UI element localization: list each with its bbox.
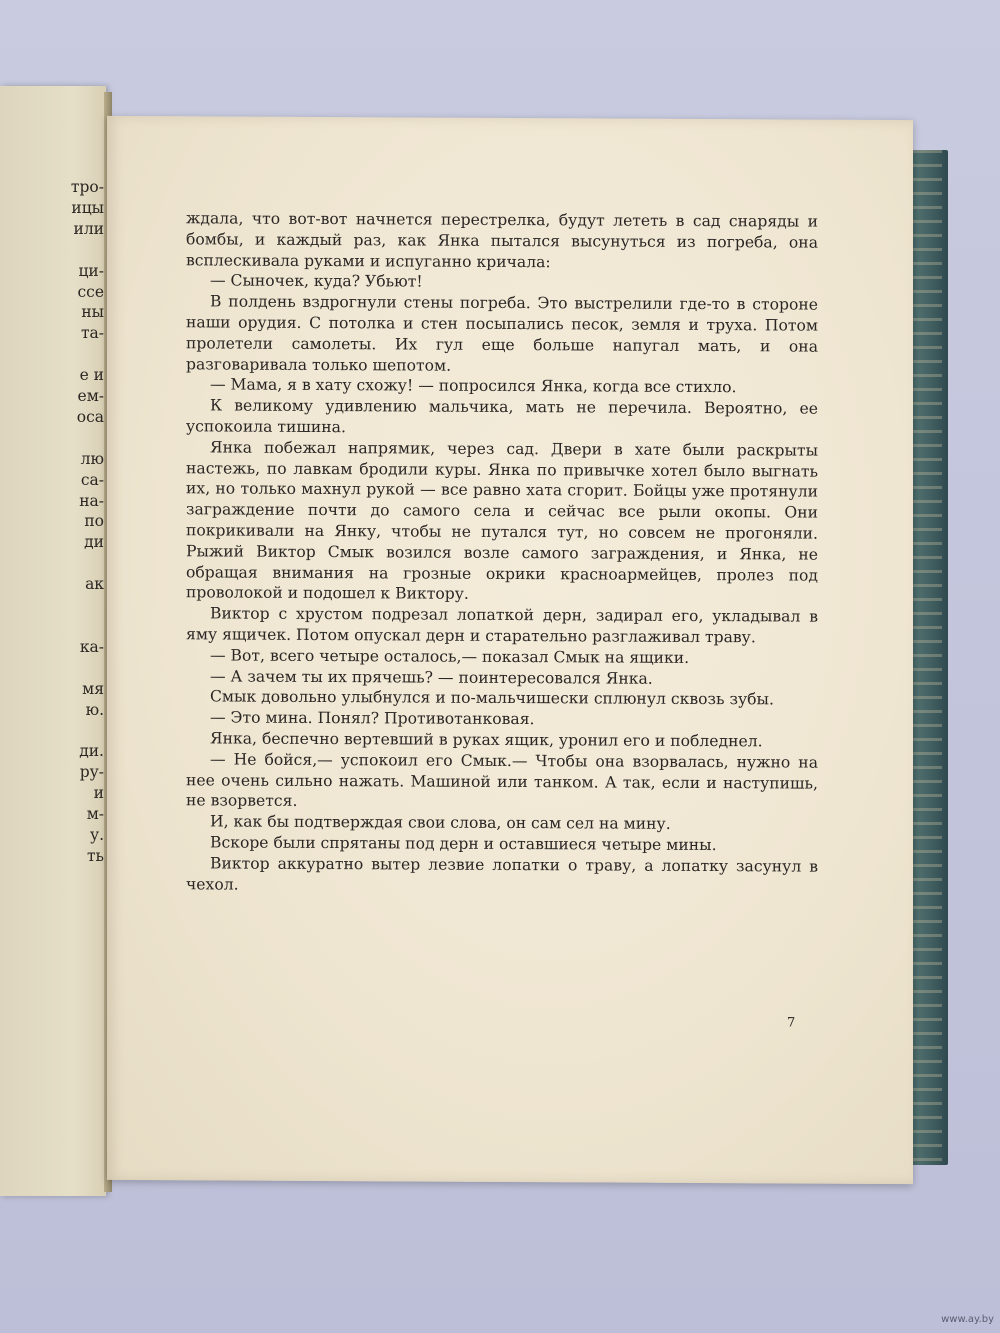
paragraph: Виктор с хрустом подрезал лопаткой дерн, задирал его, укладывал в яму ящичек. Потом опускал дерн и старательно разглаживал траву. — [186, 604, 818, 647]
paragraph: Вскоре были спрятаны под дерн и оставшиеся четыре мины. — [210, 833, 717, 854]
left-page-fragment: ссе — [77, 282, 104, 301]
left-page-fragment: ю. — [85, 700, 104, 719]
left-page-fragment: ди — [84, 533, 104, 552]
paragraph: — Мама, я в хату схожу! — попросился Янка, когда все стихло. — [210, 375, 737, 397]
left-page-fragment: ны — [81, 303, 104, 322]
left-page-fragment: и — [93, 784, 104, 803]
left-page — [0, 86, 106, 1196]
paragraph: — Это мина. Понял? Противотанковая. — [210, 708, 535, 729]
paragraph: Янка побежал напрямик, через сад. Двери в хате были раскрыты настежь, по лавкам бродили куры. Янка по привычке хотел было выгнать их, но только махнул рукой — все равно хата сгорит. Бойцы уже протянули заграждение почти до самого села и сейчас все рыли окопы. Они покрикивали на Янку, чтобы не путался тут, но совсем не прогоняли. Рыжий Виктор Смык возился возле самого заграждения, и Янка, не обращая внимания на грозные окрики красноармейцев, пролез под проволокой и подошел к Виктору. — [186, 438, 818, 604]
paragraph: — А зачем ты их прячешь? — поинтересовался Янка. — [210, 666, 653, 688]
book-page — [107, 116, 913, 1184]
left-page-fragment: са- — [80, 470, 104, 489]
page-text — [186, 208, 818, 898]
paragraph: И, как бы подтверждая свои слова, он сам сел на мину. — [210, 812, 671, 833]
paragraph: — Не бойся,— успокоил его Смык.— Чтобы она взорвалась, нужно на нее очень сильно нажать. Машиной или танком. А так, если и наступишь, не взорвется. — [186, 750, 818, 811]
paragraph: Янка, беспечно вертевший в руках ящик, уронил его и побледнел. — [210, 729, 763, 751]
paragraph: К великому удивлению мальчика, мать не перечила. Вероятно, ее успокоила тишина. — [186, 396, 818, 437]
left-page-fragment: оса — [76, 407, 104, 426]
left-page-fragment: ци- — [78, 261, 104, 280]
left-page-fragment: лю — [80, 449, 104, 468]
left-page-fragment: на- — [79, 491, 104, 510]
watermark: www.ay.by — [941, 1314, 994, 1325]
paragraph: Виктор аккуратно вытер лезвие лопатки о траву, а лопатку засунул в чехол. — [186, 854, 818, 894]
left-page-fragment: ру- — [79, 763, 104, 782]
paragraph: — Вот, всего четыре осталось,— показал Смык на ящики. — [210, 646, 690, 667]
left-page-fragment: или — [73, 219, 104, 238]
left-page-fragment: ка- — [79, 637, 104, 656]
left-page-fragment: ицы — [71, 198, 104, 217]
paragraph: Смык довольно улыбнулся и по-мальчишески сплюнул сквозь зубы. — [210, 687, 774, 709]
paragraph: — Сыночек, куда? Убьют! — [210, 271, 423, 291]
left-page-fragment: ем- — [77, 387, 104, 405]
left-page-fragment: ть — [86, 846, 104, 865]
left-page-fragment: мя — [82, 679, 104, 698]
left-page-fragment: у. — [89, 825, 104, 844]
left-page-fragment: ди. — [79, 742, 104, 761]
left-page-fragment: м- — [86, 805, 104, 823]
paragraph: ждала, что вот-вот начнется перестрелка, будут лететь в сад снаряды и бомбы, и каждый раз, как Янка пытался высунуться из погреба, она всплескивала руками и испуганно кричала: — [186, 209, 818, 271]
left-page-fragment: та- — [80, 324, 104, 343]
left-page-fragment: по — [84, 512, 104, 531]
left-page-fragment: ак — [85, 575, 104, 594]
left-page-fragment: е и — [79, 366, 104, 385]
left-page-fragment: тро- — [70, 178, 104, 196]
paragraph: В полдень вздрогнули стены погреба. Это выстрелили где-то в стороне наши орудия. С потолка и стен посыпались песок, земля и труха. Потом пролетели самолеты. Их гул еще больше напугал мать, и она разговаривала только шепотом. — [186, 292, 818, 375]
page-number: 7 — [787, 1015, 796, 1031]
